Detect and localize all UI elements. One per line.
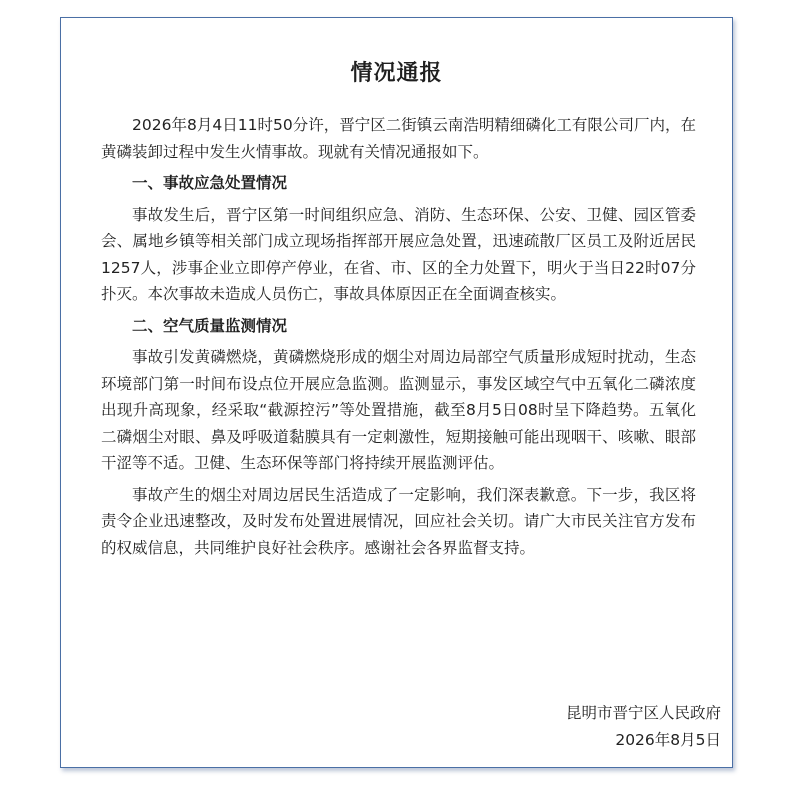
section-2-paragraph: 事故引发黄磷燃烧，黄磷燃烧形成的烟尘对周边局部空气质量形成短时扰动，生态环境部门第一时间布设点位开展应急监测。监测显示，事发区域空气中五氧化二磷浓度出现升高现象，经采取“截源控污”等处置措施，截至8月5日08时呈下降趋势。五氧化二磷烟尘对眼、鼻及呼吸道黏膜具有一定刺激性，短期接触可能出现咽干、咳嗽、眼部干涩等不适。卫健、生态环保等部门将持续开展监测评估。 <box>101 348 696 472</box>
section-1-heading: 一、事故应急处置情况 <box>132 174 288 192</box>
section-1-paragraph: 事故发生后，晋宁区第一时间组织应急、消防、生态环保、公安、卫健、园区管委会、属地乡镇等相关部门成立现场指挥部开展应急处置，迅速疏散厂区员工及附近居民1257人，涉事企业立即停产停业，在省、市、区的全力处置下，明火于当日22时07分扑灭。本次事故未造成人员伤亡，事故具体原因正在全面调查核实。 <box>101 205 696 303</box>
section-2-heading: 二、空气质量监测情况 <box>132 316 288 335</box>
signature-block <box>566 700 721 754</box>
closing-paragraph: 事故产生的烟尘对周边居民生活造成了一定影响，我们深表歉意。下一步，我区将责令企业迅速整改，及时发布处置进展情况，回应社会关切。请广大市民关注官方发布的权威信息，共同维护良好社会秩序。感谢社会各界监督支持。 <box>101 485 696 557</box>
notice-frame <box>60 17 733 768</box>
intro-paragraph: 2026年8月4日11时50分许，晋宁区二街镇云南浩明精细磷化工有限公司厂内，在黄磷装卸过程中发生火情事故。现就有关情况通报如下。 <box>101 116 696 161</box>
notice-title: 情况通报 <box>350 61 443 86</box>
issue-date: 2026年8月5日 <box>615 731 721 749</box>
notice-body <box>101 112 696 566</box>
issuer-name: 昆明市晋宁区人民政府 <box>565 704 721 722</box>
